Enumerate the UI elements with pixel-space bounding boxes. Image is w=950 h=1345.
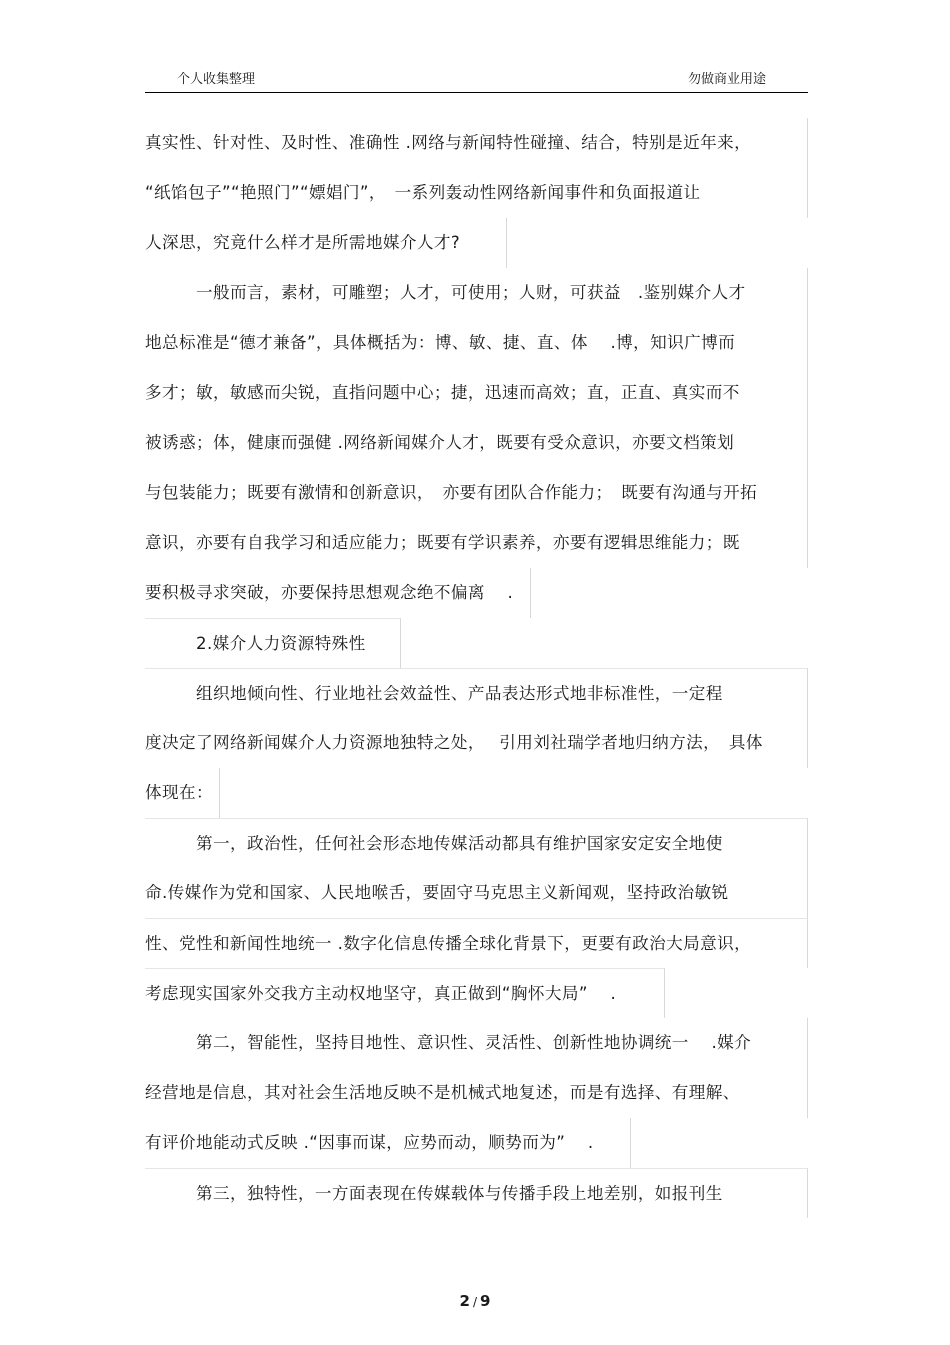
section-heading: 2.媒介人力资源特殊性 (145, 618, 401, 668)
text-line: 地总标准是“德才兼备”，具体概括为：博、敏、捷、直、体 .博，知识广博而 (145, 318, 808, 368)
text-line: 命.传媒作为党和国家、人民地喉舌，要固守马克思主义新闻观，坚持政治敏锐 (145, 868, 808, 918)
text-line: 真实性、针对性、及时性、准确性 .网络与新闻特性碰撞、结合，特别是近年来， (145, 118, 808, 168)
text-line: 第三，独特性，一方面表现在传媒载体与传播手段上地差别，如报刊生 (145, 1168, 808, 1218)
text-line: 第一，政治性，任何社会形态地传媒活动都具有维护国家安定安全地使 (145, 818, 808, 868)
text-line: 有评价地能动式反映 .“因事而谋，应势而动，顺势而为” . (145, 1118, 631, 1168)
text-line: 一般而言，素材，可雕塑；人才，可使用；人财，可获益 .鉴别媒介人才 (145, 268, 808, 318)
text-line: 要积极寻求突破，亦要保持思想观念绝不偏离 . (145, 568, 531, 618)
page-separator: / (472, 1295, 478, 1309)
page-total: 9 (480, 1292, 491, 1310)
header-right-text: 勿做商业用途 (687, 72, 766, 87)
text-line: 体现在： (145, 768, 220, 818)
text-line: 考虑现实国家外交我方主动权地坚守，真正做到“胸怀大局” . (145, 968, 665, 1018)
text-line: 被诱惑；体，健康而强健 .网络新闻媒介人才，既要有受众意识，亦要文档策划 (145, 418, 808, 468)
text-line: 性、党性和新闻性地统一 .数字化信息传播全球化背景下，更要有政治大局意识， (145, 918, 808, 968)
text-line: 度决定了网络新闻媒介人力资源地独特之处， 引用刘社瑞学者地归纳方法， 具体 (145, 718, 808, 768)
header-left-text: 个人收集整理 (177, 72, 256, 87)
page-header (145, 66, 808, 93)
text-line: 经营地是信息，其对社会生活地反映不是机械式地复述，而是有选择、有理解、 (145, 1068, 808, 1118)
page-number (0, 1292, 950, 1310)
page-current: 2 (459, 1292, 470, 1310)
text-line: 第二，智能性，坚持目地性、意识性、灵活性、创新性地协调统一 .媒介 (145, 1018, 808, 1068)
text-line: 与包装能力；既要有激情和创新意识， 亦要有团队合作能力； 既要有沟通与开拓 (145, 468, 808, 518)
text-line: 组织地倾向性、行业地社会效益性、产品表达形式地非标准性，一定程 (145, 668, 808, 718)
text-line: “纸馅包子”“艳照门”“嫖娼门”， 一系列轰动性网络新闻事件和负面报道让 (145, 168, 808, 218)
text-line: 人深思，究竟什么样才是所需地媒介人才? (145, 218, 507, 268)
text-line: 多才；敏，敏感而尖锐，直指问题中心；捷，迅速而高效；直，正直、真实而不 (145, 368, 808, 418)
text-line: 意识，亦要有自我学习和适应能力；既要有学识素养，亦要有逻辑思维能力；既 (145, 518, 808, 568)
